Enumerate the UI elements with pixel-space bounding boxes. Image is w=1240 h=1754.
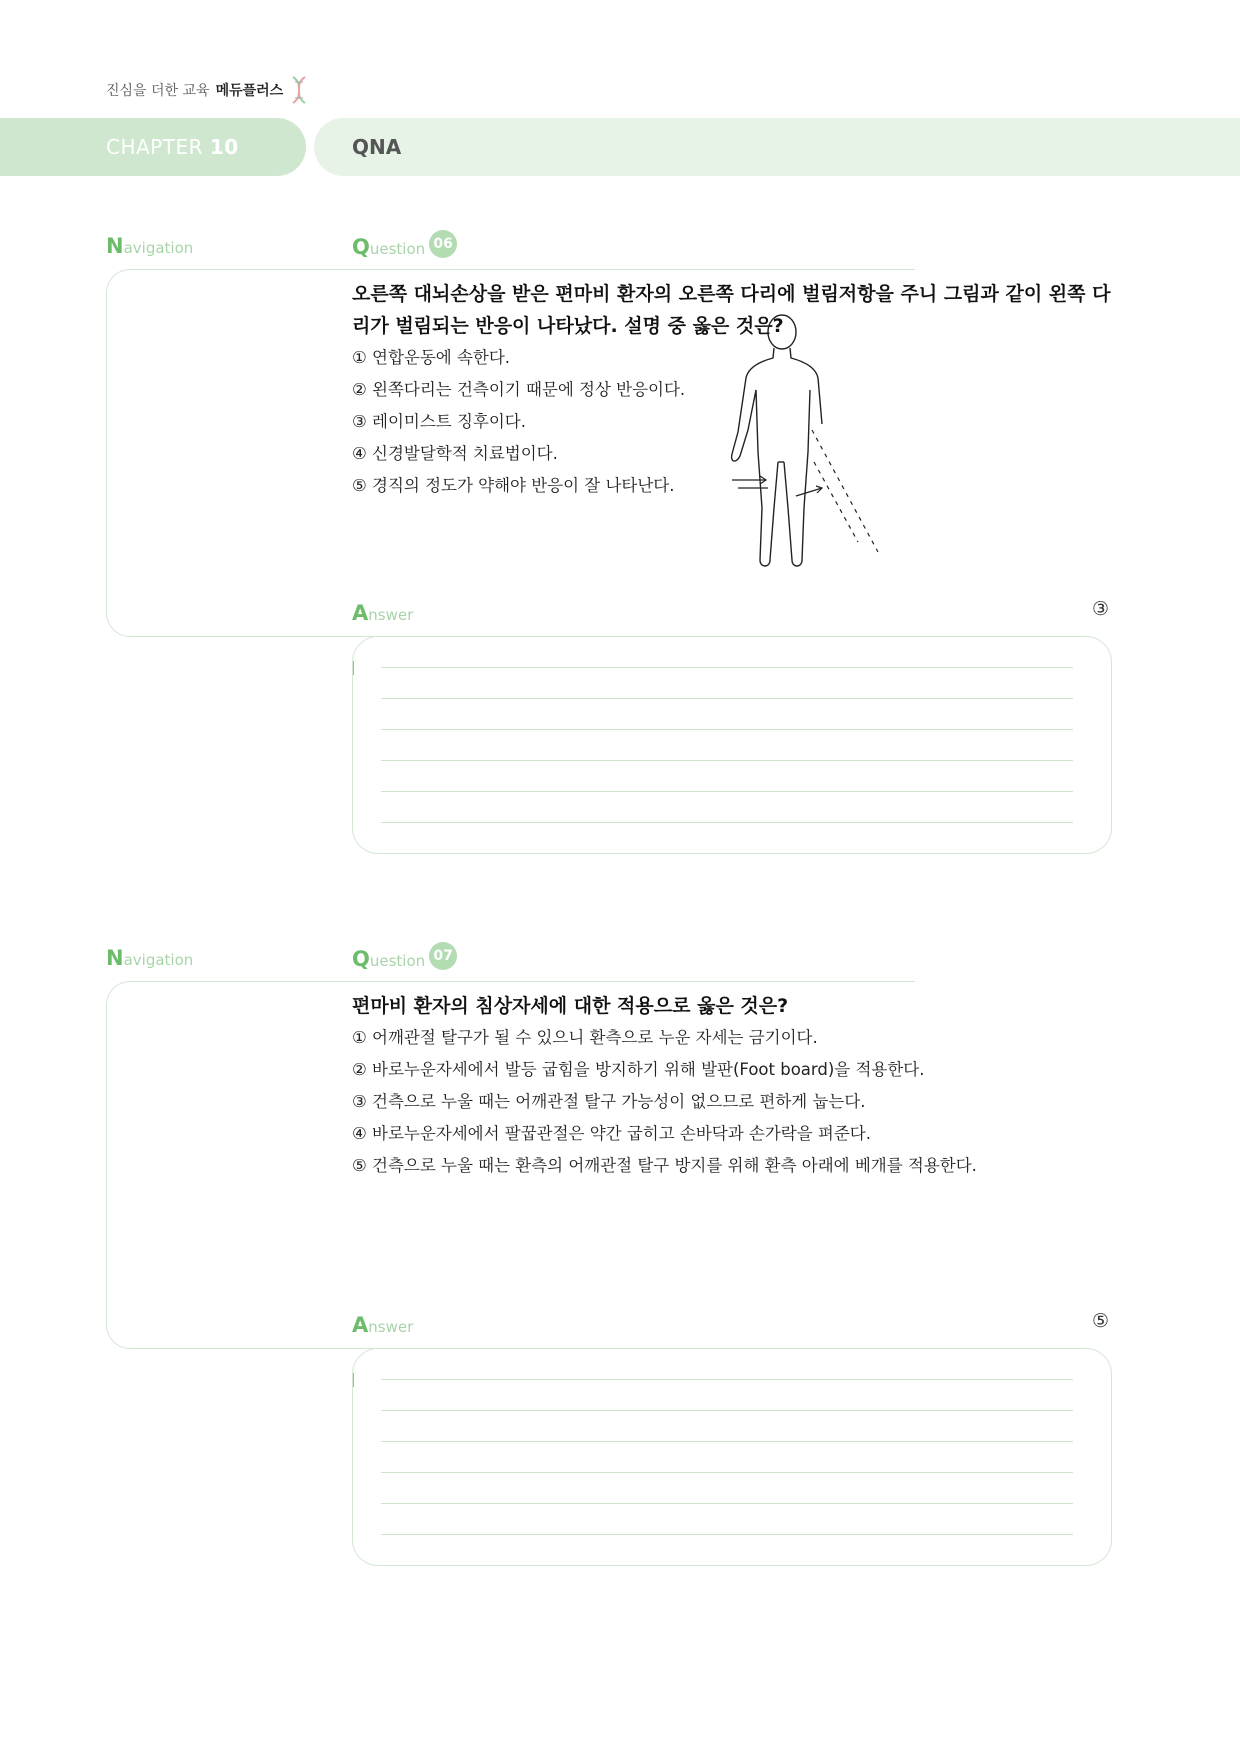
option-2: ② 왼쪽다리는 건측이기 때문에 정상 반응이다.	[352, 380, 686, 399]
note-line	[381, 1410, 1073, 1411]
note-line	[381, 1379, 1073, 1380]
chapter-title-bar	[314, 118, 1240, 176]
note-line	[381, 698, 1073, 699]
answer-notes-box[interactable]	[352, 636, 1112, 854]
note-line	[381, 729, 1073, 730]
chapter-number: 10	[209, 135, 239, 159]
dna-icon	[289, 75, 309, 105]
note-line	[381, 1534, 1073, 1535]
note-line	[381, 1472, 1073, 1473]
notes-marker	[353, 1373, 354, 1387]
answer-value: ⑤	[1092, 1310, 1110, 1332]
note-line	[381, 1503, 1073, 1504]
option-3: ③ 레이미스트 징후이다.	[352, 412, 526, 431]
question-number-badge: 06	[429, 230, 457, 258]
option-2: ② 바로누운자세에서 발등 굽힘을 방지하기 위해 발판(Foot board)을 적용한다.	[352, 1060, 925, 1079]
chapter-title: QNA	[352, 135, 402, 159]
answer-label: Answer	[352, 1313, 414, 1337]
brand-name: 메듀플러스	[215, 83, 284, 99]
note-line	[381, 1441, 1073, 1442]
chapter-prefix: CHAPTER	[106, 135, 203, 159]
question-title: 오른쪽 대뇌손상을 받은 편마비 환자의 오른쪽 다리에 벌림저항을 주니 그림과 같이 왼쪽 다리가 벌림되는 반응이 나타났다. 설명 중 옳은 것은?	[352, 283, 1111, 337]
question-number-badge: 07	[429, 942, 457, 970]
note-line	[381, 760, 1073, 761]
option-1: ① 어깨관절 탈구가 될 수 있으니 환측으로 누운 자세는 금기이다.	[352, 1028, 818, 1047]
option-4: ④ 바로누운자세에서 팔꿉관절은 약간 굽히고 손바닥과 손가락을 펴준다.	[352, 1124, 871, 1143]
answer-label: Answer	[352, 601, 414, 625]
notes-marker	[353, 661, 354, 675]
question-title: 편마비 환자의 침상자세에 대한 적용으로 옳은 것은?	[352, 995, 789, 1017]
brand	[106, 75, 309, 105]
option-5: ⑤ 경직의 정도가 약해야 반응이 잘 나타난다.	[352, 476, 675, 495]
option-1: ① 연합운동에 속한다.	[352, 348, 511, 367]
brand-prefix: 진심을 더한 교육	[106, 83, 210, 99]
chapter-tab	[0, 118, 306, 176]
note-line	[381, 791, 1073, 792]
note-line	[381, 822, 1073, 823]
question-label: Question 07	[352, 942, 457, 971]
note-line	[381, 667, 1073, 668]
question-block	[352, 990, 1112, 1182]
option-3: ③ 건측으로 누울 때는 어깨관절 탈구 가능성이 없으므로 편하게 눕는다.	[352, 1092, 866, 1111]
human-figure-illustration	[718, 312, 888, 574]
navigation-label: Navigation	[106, 946, 194, 970]
navigation-label: Navigation	[106, 234, 194, 258]
option-4: ④ 신경발달학적 치료법이다.	[352, 444, 558, 463]
option-5: ⑤ 건측으로 누울 때는 환측의 어깨관절 탈구 방지를 위해 환측 아래에 베개를 적용한다.	[352, 1156, 977, 1175]
answer-notes-box[interactable]	[352, 1348, 1112, 1566]
answer-value: ③	[1092, 598, 1110, 620]
question-label: Question 06	[352, 230, 457, 259]
